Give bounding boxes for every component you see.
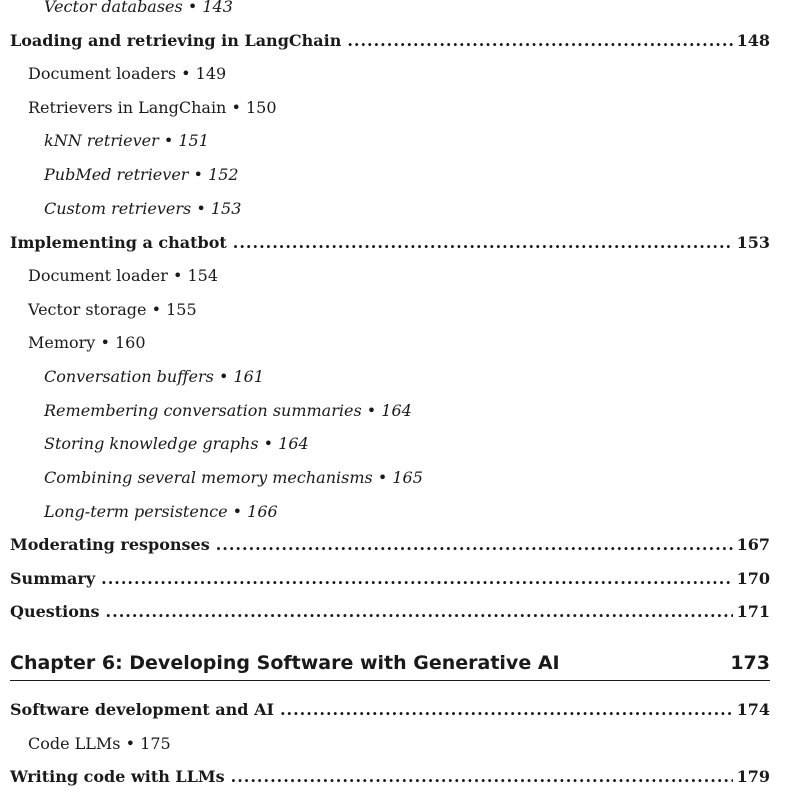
toc-section[interactable]	[10, 31, 770, 51]
toc-section[interactable]	[10, 700, 770, 720]
bullet-separator: •	[218, 367, 229, 386]
toc-section-page: 170	[736, 569, 770, 588]
toc-entry[interactable]	[44, 131, 209, 151]
toc-entry[interactable]	[28, 98, 277, 118]
dot-leader	[280, 700, 733, 720]
toc-entry-title: Vector storage	[28, 300, 147, 319]
toc-entry-title: Retrievers in LangChain	[28, 98, 227, 117]
toc-section-page: 153	[736, 233, 770, 252]
toc-section-title: Software development and AI	[10, 700, 274, 719]
dot-leader	[233, 233, 733, 253]
toc-section-title: Questions	[10, 602, 100, 621]
toc-entry[interactable]	[44, 502, 278, 522]
toc-entry[interactable]	[28, 333, 146, 353]
toc-entry-page: 151	[178, 131, 209, 150]
dot-leader	[106, 602, 733, 622]
bullet-separator: •	[163, 131, 174, 150]
toc-entry-page: 155	[166, 300, 197, 319]
chapter-title: Chapter 6: Developing Software with Generative AI	[10, 652, 560, 674]
toc-entry-page: 143	[202, 0, 233, 16]
toc-entry-page: 161	[233, 367, 265, 386]
bullet-separator: •	[231, 98, 241, 117]
toc-entry-title: Custom retrievers	[44, 199, 192, 218]
toc-entry-page: 152	[208, 165, 239, 184]
toc-section-page: 174	[736, 700, 770, 719]
toc-section[interactable]	[10, 569, 770, 589]
bullet-separator: •	[151, 300, 162, 319]
bullet-separator: •	[366, 401, 377, 420]
toc-entry-page: 153	[210, 199, 242, 218]
toc-entry-page: 149	[195, 64, 227, 83]
toc-entry-title: Code LLMs	[28, 734, 121, 753]
bullet-separator: •	[193, 165, 203, 184]
toc-section-title: Summary	[10, 569, 96, 588]
toc-entry-page: 164	[381, 401, 412, 420]
toc-section-page: 167	[736, 535, 770, 554]
toc-entry[interactable]	[44, 165, 239, 185]
toc-section-page: 179	[736, 767, 770, 786]
toc-entry-page: 175	[140, 734, 171, 753]
toc-entry-title: Remembering conversation summaries	[44, 401, 362, 420]
bullet-separator: •	[181, 64, 191, 83]
toc-section-page: 148	[736, 31, 770, 50]
bullet-separator: •	[377, 468, 388, 487]
toc-entry[interactable]	[44, 468, 423, 488]
bullet-separator: •	[263, 434, 274, 453]
toc-section[interactable]	[10, 602, 770, 622]
dot-leader	[101, 569, 732, 589]
toc-entry-title: Storing knowledge graphs	[44, 434, 259, 453]
chapter-heading[interactable]	[10, 650, 770, 681]
toc-section[interactable]	[10, 233, 770, 253]
toc-entry[interactable]	[44, 367, 264, 387]
chapter-page: 173	[730, 652, 770, 674]
toc-entry-title: Vector databases	[44, 0, 183, 16]
dot-leader	[216, 535, 733, 555]
toc-entry-page: 160	[114, 333, 146, 352]
toc-entry-page: 166	[247, 502, 278, 521]
toc-entry-title: Document loader	[28, 266, 168, 285]
toc-section-title: Implementing a chatbot	[10, 233, 227, 252]
bullet-separator: •	[187, 0, 198, 16]
toc-section-title: Writing code with LLMs	[10, 767, 225, 786]
toc-entry-title: Long-term persistence	[44, 502, 228, 521]
bullet-separator: •	[172, 266, 183, 285]
toc-section-page: 171	[736, 602, 770, 621]
bullet-separator: •	[232, 502, 243, 521]
toc-entry-page: 165	[392, 468, 423, 487]
bullet-separator: •	[100, 333, 110, 352]
toc-entry[interactable]	[28, 64, 226, 84]
toc-section-title: Loading and retrieving in LangChain	[10, 31, 342, 50]
toc-entry[interactable]	[28, 734, 171, 754]
toc-entry[interactable]	[28, 300, 197, 320]
toc-entry[interactable]	[44, 434, 309, 454]
toc-entry[interactable]	[44, 199, 241, 219]
toc-section[interactable]	[10, 535, 770, 555]
toc-entry-title: Combining several memory mechanisms	[44, 468, 373, 487]
toc-entry-title: kNN retriever	[44, 131, 159, 150]
toc-entry-title: Memory	[28, 333, 96, 352]
toc-entry[interactable]	[28, 266, 218, 286]
dot-leader	[347, 31, 732, 51]
toc-entry-title: Conversation buffers	[44, 367, 214, 386]
toc-entry[interactable]	[44, 401, 412, 421]
bullet-separator: •	[125, 734, 136, 753]
toc-section[interactable]	[10, 767, 770, 787]
toc-entry-page: 150	[245, 98, 277, 117]
toc-section-title: Moderating responses	[10, 535, 210, 554]
toc-entry-title: Document loaders	[28, 64, 177, 83]
toc-entry[interactable]	[44, 0, 233, 17]
bullet-separator: •	[196, 199, 206, 218]
toc-entry-page: 154	[187, 266, 219, 285]
toc-entry-title: PubMed retriever	[44, 165, 189, 184]
toc-entry-page: 164	[278, 434, 309, 453]
dot-leader	[231, 767, 733, 787]
